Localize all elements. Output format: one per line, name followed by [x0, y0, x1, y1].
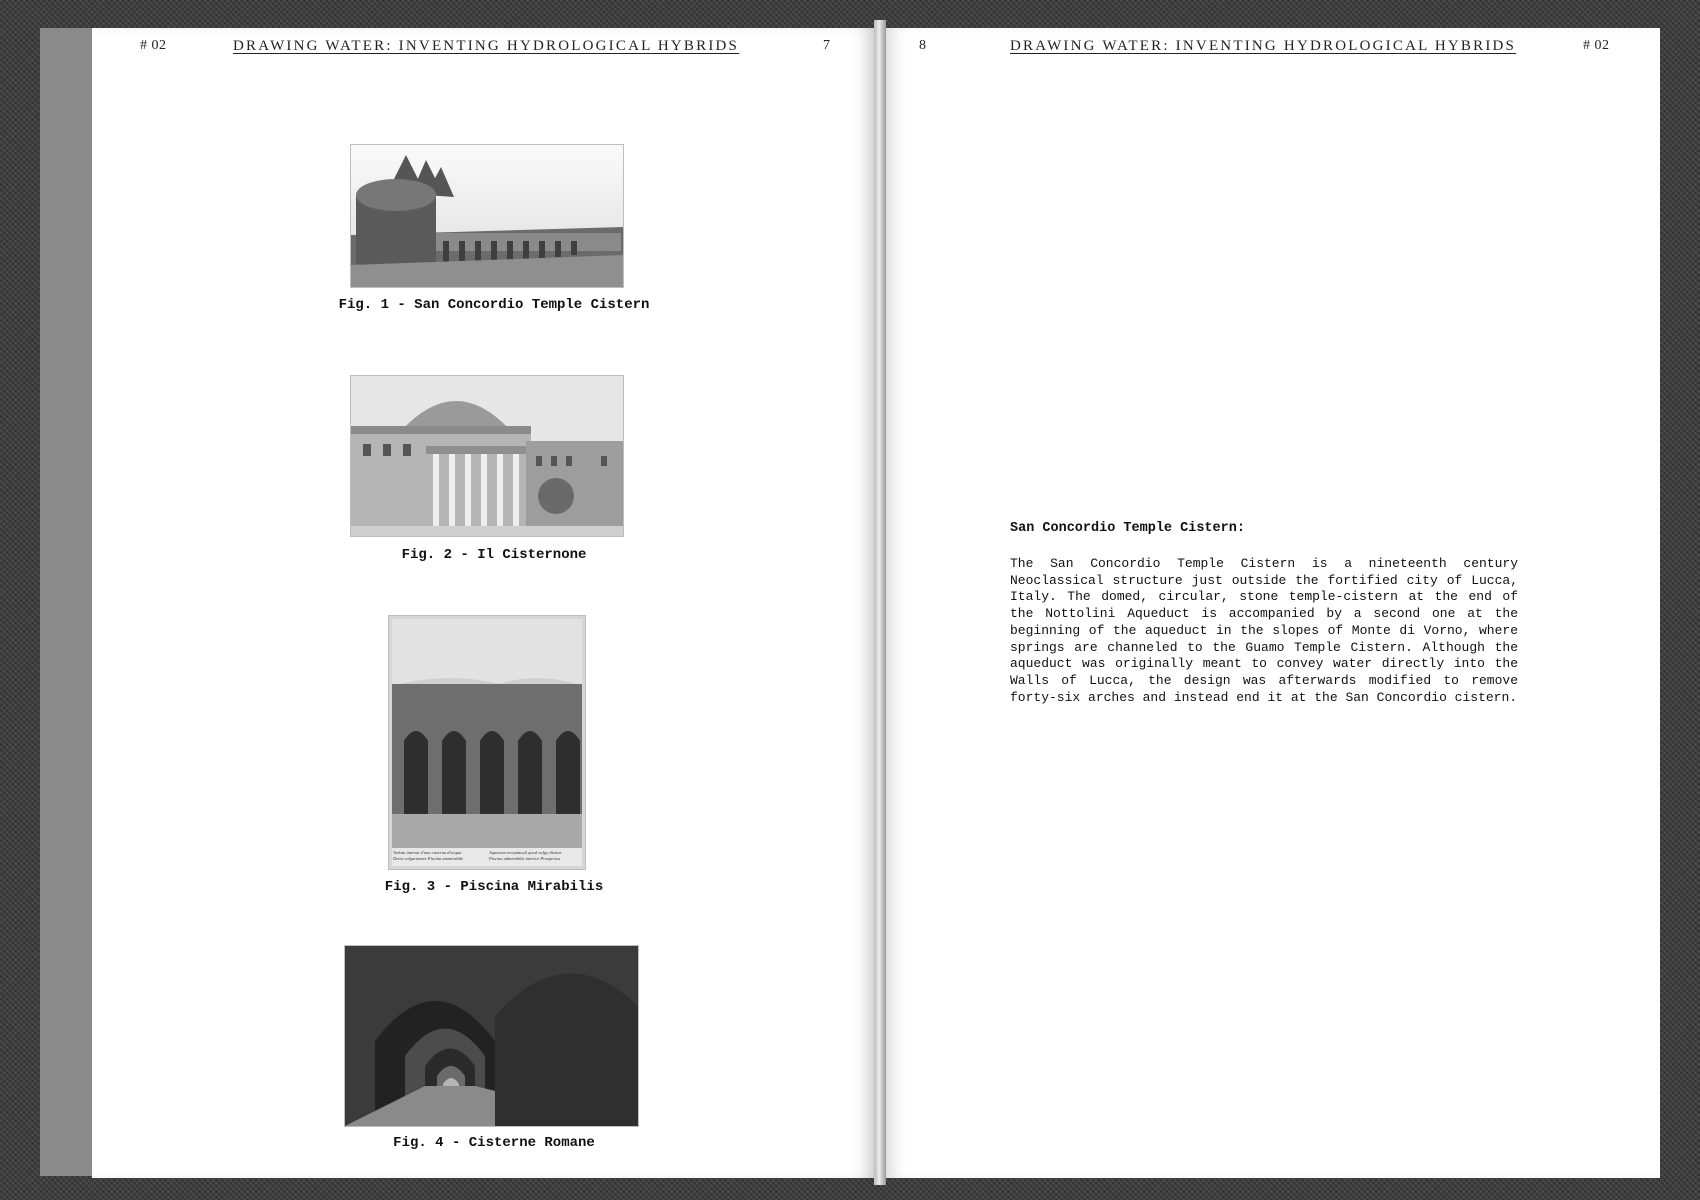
issue-number-right: # 02	[1583, 38, 1610, 53]
figure-4-caption: Fig. 4 - Cisterne Romane	[393, 1135, 595, 1151]
page-number-right: 8	[919, 38, 927, 53]
body-paragraph: The San Concordio Temple Cistern is a nineteenth century Neoclassical structure just outside the fortified city of Lucca, Italy. The domed, circular, stone temple-cistern at the end of the Nottolini Aqueduct is accompanied by a second one at the beginning of the aqueduct in the slopes of Monte di Vorno, where springs are channeled to the Guamo Temple Cistern. Although the aqueduct was originally meant to convey water directly into the Walls of Lucca, the design was afterwards modified to remove forty-six arches and instead end it at the San Concordio cistern.	[1010, 556, 1518, 705]
figure-1-image	[350, 144, 624, 288]
engraving-inscription-left-1: Veduta interna d'una cisterna d'acqua	[393, 850, 462, 855]
figure-4-image	[344, 945, 639, 1127]
issue-number: # 02	[140, 38, 167, 53]
figure-3-image	[388, 615, 586, 870]
engraving-inscription-right-1: Aquarum receptaculi quod vulgo dicitur	[489, 850, 562, 855]
figure-3-caption: Fig. 3 - Piscina Mirabilis	[384, 879, 604, 895]
running-title: DRAWING WATER: INVENTING HYDROLOGICAL HYBRIDS	[233, 38, 740, 54]
engraving-inscription-right-2: Piscina admirabilis interior Prospectus	[489, 856, 561, 861]
cover-edge	[40, 28, 92, 1176]
section-heading: San Concordio Temple Cistern:	[1010, 521, 1245, 536]
page-number: 7	[823, 38, 831, 53]
figure-1-caption: Fig. 1 - San Concordio Temple Cistern	[338, 297, 650, 313]
engraving-inscription-left-2: Detta volgarmente Piscina ammirabile	[393, 856, 464, 861]
figure-2-caption: Fig. 2 - Il Cisternone	[401, 547, 587, 563]
figure-2-image	[350, 375, 624, 537]
running-title-right: DRAWING WATER: INVENTING HYDROLOGICAL HYBRIDS	[1010, 38, 1517, 54]
book-gutter	[874, 20, 886, 1185]
